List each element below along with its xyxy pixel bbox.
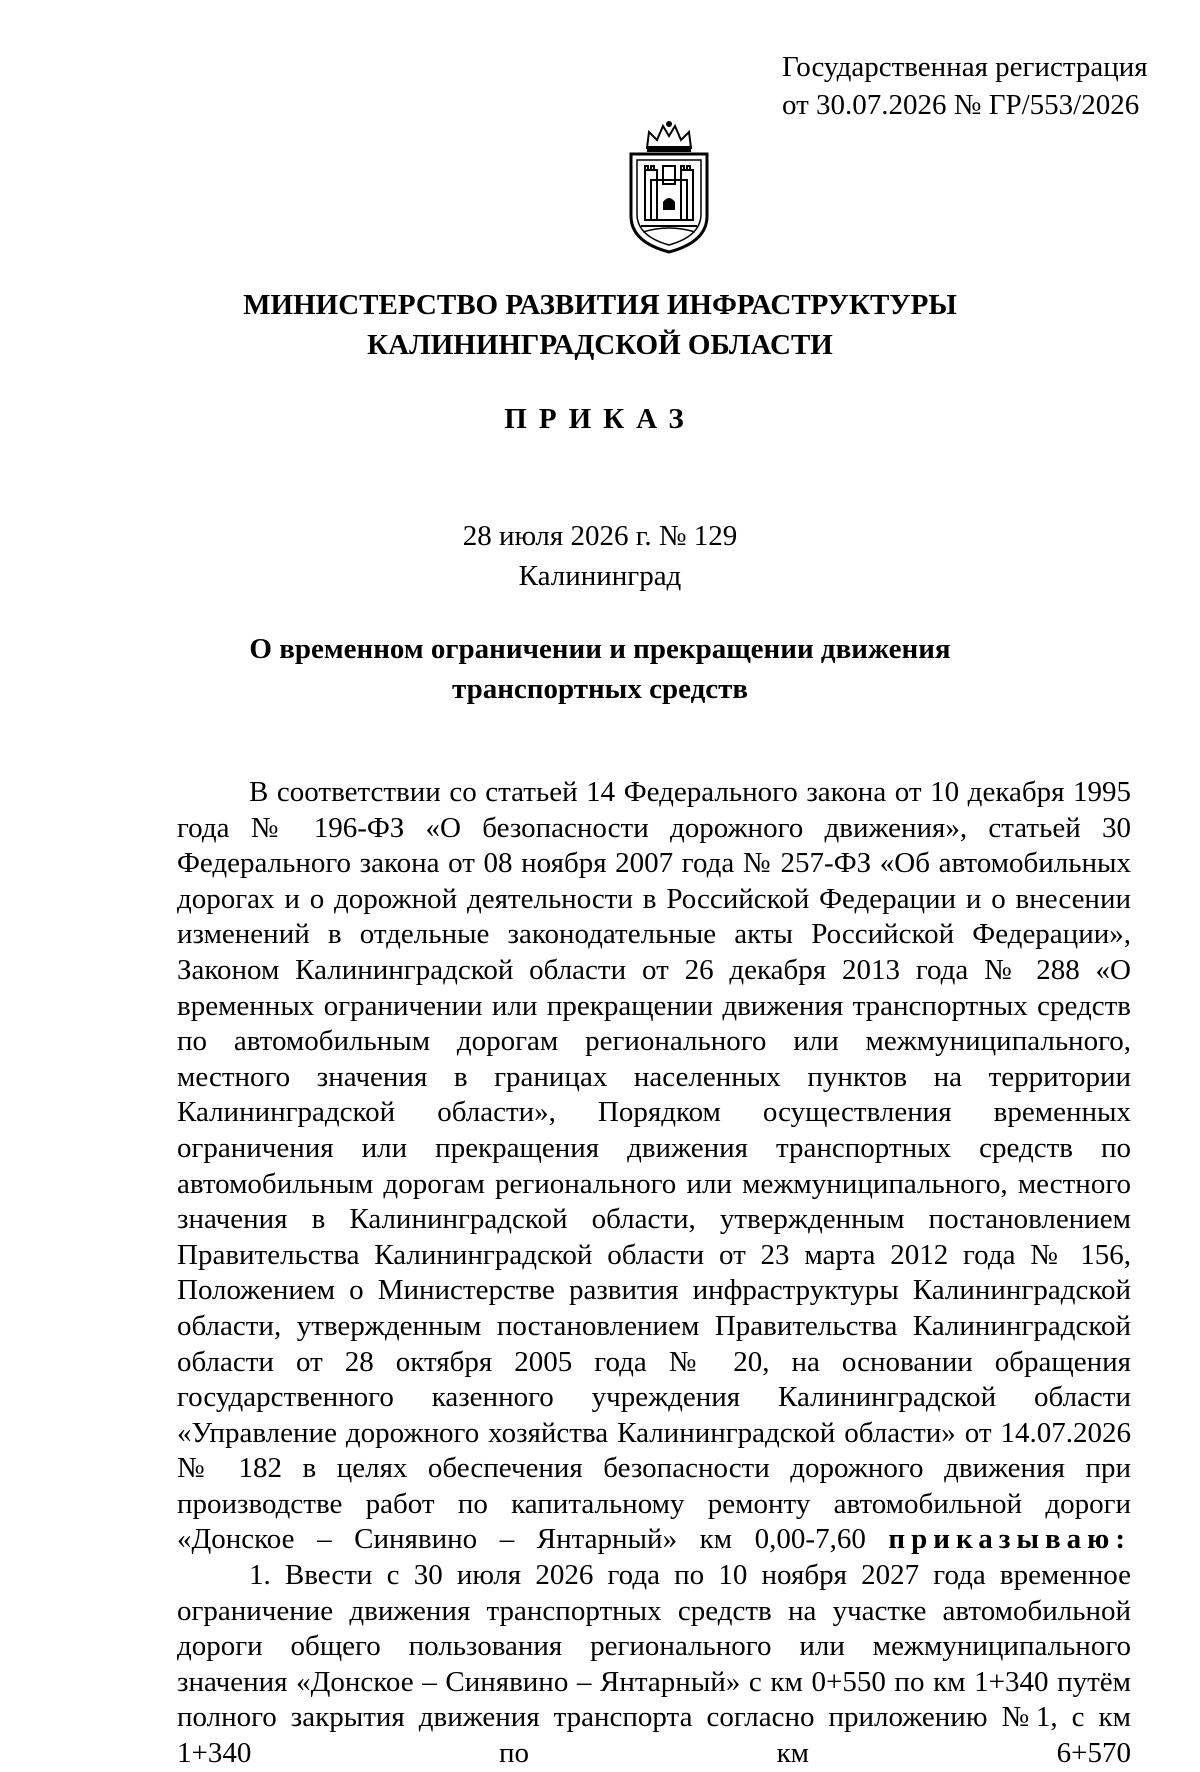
order-title: ПРИКАЗ: [504, 403, 696, 435]
ministry-name: [0, 285, 1200, 365]
ministry-line-2: КАЛИНИНГРАДСКОЙ ОБЛАСТИ: [367, 329, 833, 361]
item-1-paragraph: 1. Ввести с 30 июля 2026 года по 10 ноября 2027 года временное ограничение движения транспортных средств на участке автомобильной дороги общего пользования регионального или межмуниципального значения «Донское – Синявино – Янтарный» с км 0+550 по км 1+340 путём полного закрытия движения транспорта согласно приложению №1, с км 1+340 по км 6+570: [177, 1559, 1131, 1770]
subject-line-2: транспортных средств: [451, 673, 749, 705]
subject-line-1: О временном ограничении и прекращении движения: [249, 633, 951, 665]
registration-stamp: [782, 48, 1148, 124]
order-dateline: [0, 516, 1200, 596]
decree-word: приказываю:: [888, 1523, 1131, 1556]
order-body: [177, 775, 1131, 1772]
order-subject: [0, 629, 1200, 709]
preamble-paragraph: [177, 775, 1131, 1558]
registration-line-1: Государственная регистрация: [782, 51, 1148, 83]
preamble-text: В соответствии со статьей 14 Федерального закона от 10 декабря 1995 года № 196-ФЗ «О безопасности дорожного движения», статьей 30 Федерального закона от 08 ноября 2007 года № 257-ФЗ «Об автомобильных дорогах и о дорожной деятельности в Российской Федерации и о внесении изменений в отдельные законодательные акты Российской Федерации», Законом Калининградской области от 26 декабря 2013 года № 288 «О временных ограничении или прекращении движения транспортных средств по автомобильным дорогам регионального или межмуниципального, местного значения в границах населенных пунктов на территории Калининградской области», Порядком осуществления временных ограничения или прекращения движения транспортных средств по автомобильным дорогам регионального или межмуниципального, местного значения в Калининградской области, утвержденным постановлением Правительства Калининградской области от 23 марта 2012 года № 156, Положением о Министерстве развития инфраструктуры Калининградской области, утвержденным постановлением Правительства Калининградской области от 28 октября 2005 года № 20, на основании обращения государственного казенного учреждения Калининградской области «Управление дорожного хозяйства Калининградской области» от 14.07.2026 № 182 в целях обеспечения безопасности дорожного движения при производстве работ по капитальному ремонту автомобильной дороги «Донское – Синявино – Янтарный» км 0,00-7,60: [177, 776, 1131, 1556]
coat-of-arms-icon: [617, 118, 721, 256]
ministry-line-1: МИНИСТЕРСТВО РАЗВИТИЯ ИНФРАСТРУКТУРЫ: [243, 289, 957, 321]
order-city: Калининград: [518, 560, 682, 592]
order-date-number: 28 июля 2026 г. № 129: [462, 520, 738, 552]
registration-line-2: от 30.07.2026 № ГР/553/2026: [782, 89, 1140, 121]
